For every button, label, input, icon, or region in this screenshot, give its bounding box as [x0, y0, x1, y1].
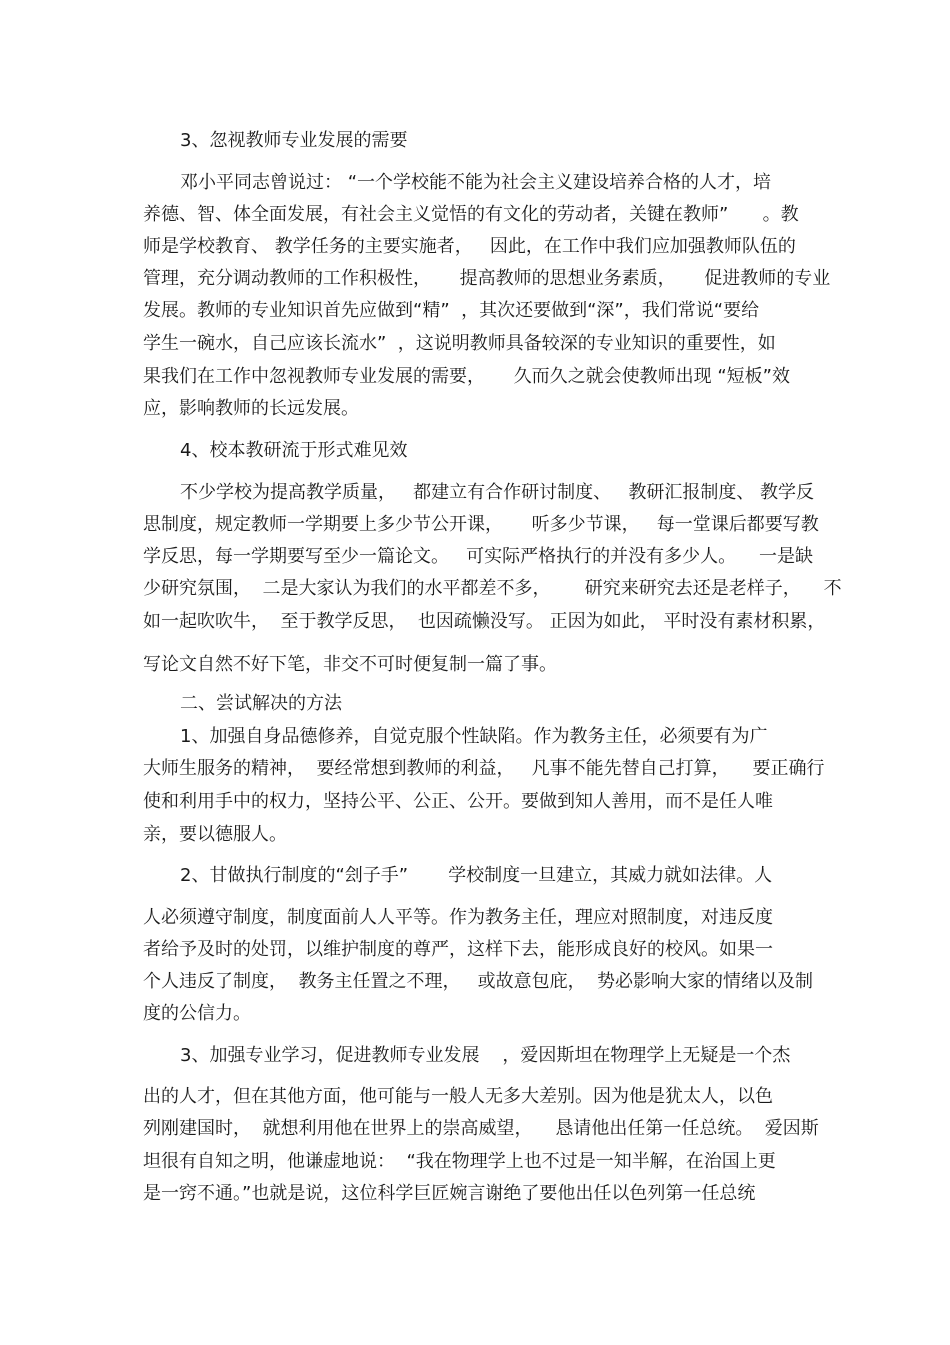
paragraph-line: 大师生服务的精神， 要经常想到教师的利益， 凡事不能先替自己打算， 要正确行	[143, 758, 825, 779]
paragraph-line: 不少学校为提高教学质量， 都建立有合作研讨制度、 教研汇报制度、 教学反	[180, 482, 815, 503]
section-heading-methods: 二、尝试解决的方法	[180, 693, 342, 714]
paragraph-line: 亲，要以德服人。	[143, 824, 287, 845]
paragraph-line: 学反思，每一学期要写至少一篇论文。 可实际严格执行的并没有多少人。 一是缺	[143, 546, 814, 567]
paragraph-line: 度的公信力。	[143, 1003, 251, 1024]
paragraph-line: 少研究氛围， 二是大家认为我们的水平都差不多， 研究来研究去还是老样子， 不	[143, 578, 842, 599]
paragraph-line: 个人违反了制度， 教务主任置之不理， 或故意包庇， 势必影响大家的情绪以及制	[143, 971, 814, 992]
paragraph-line: 3、加强专业学习，促进教师专业发展 ，爱因斯坦在物理学上无疑是一个杰	[180, 1045, 791, 1066]
paragraph-line: 管理，充分调动教师的工作积极性， 提高教师的思想业务素质， 促进教师的专业	[143, 268, 831, 289]
paragraph-line: 出的人才，但在其他方面，他可能与一般人无多大差别。因为他是犹太人，以色	[143, 1086, 773, 1107]
paragraph-line: 师是学校教育、 教学任务的主要实施者， 因此，在工作中我们应加强教师队伍的	[143, 236, 796, 257]
paragraph-line: 使和利用手中的权力，坚持公平、公正、公开。要做到知人善用，而不是任人唯	[143, 791, 773, 812]
paragraph-line: 养德、智、体全面发展，有社会主义觉悟的有文化的劳动者，关键在教师” 。教	[143, 204, 799, 225]
paragraph-line: 邓小平同志曾说过： “一个学校能不能为社会主义建设培养合格的人才，培	[180, 172, 772, 193]
paragraph-line: 写论文自然不好下笔，非交不可时便复制一篇了事。	[143, 654, 557, 675]
paragraph-line: 列刚建国时， 就想利用他在世界上的崇高威望， 恳请他出任第一任总统。 爱因斯	[143, 1118, 819, 1139]
paragraph-line: 应，影响教师的长远发展。	[143, 398, 359, 419]
paragraph-line: 者给予及时的处罚，以维护制度的尊严，这样下去，能形成良好的校风。如果一	[143, 939, 773, 960]
paragraph-line: 1、加强自身品德修养，自觉克服个性缺陷。作为教务主任，必须要有为广	[180, 726, 768, 747]
paragraph-line: 人必须遵守制度，制度面前人人平等。作为教务主任，理应对照制度，对违反度	[143, 907, 773, 928]
section-heading-4: 4、校本教研流于形式难见效	[180, 440, 408, 461]
paragraph-line: 发展。教师的专业知识首先应做到“精” ，其次还要做到“深”，我们常说“要给	[143, 300, 760, 321]
paragraph-line: 2、甘做执行制度的“刽子手” 学校制度一旦建立，其威力就如法律。人	[180, 865, 773, 886]
paragraph-line: 学生一碗水，自己应该长流水” ，这说明教师具备较深的专业知识的重要性，如	[143, 333, 776, 354]
paragraph-line: 果我们在工作中忽视教师专业发展的需要， 久而久之就会使教师出现 “短板”效	[143, 366, 790, 387]
paragraph-line: 如一起吹吹牛， 至于教学反思， 也因疏懒没写。 正因为如此， 平时没有素材积累，	[143, 611, 826, 632]
paragraph-line: 思制度，规定教师一学期要上多少节公开课， 听多少节课， 每一堂课后都要写教	[143, 514, 819, 535]
paragraph-line: 坦很有自知之明，他谦虚地说： “我在物理学上也不过是一知半解，在治国上更	[143, 1151, 776, 1172]
paragraph-line: 是一窍不通。”也就是说，这位科学巨匠婉言谢绝了要他出任以色列第一任总统	[143, 1183, 756, 1204]
section-heading-3: 3、忽视教师专业发展的需要	[180, 130, 408, 151]
